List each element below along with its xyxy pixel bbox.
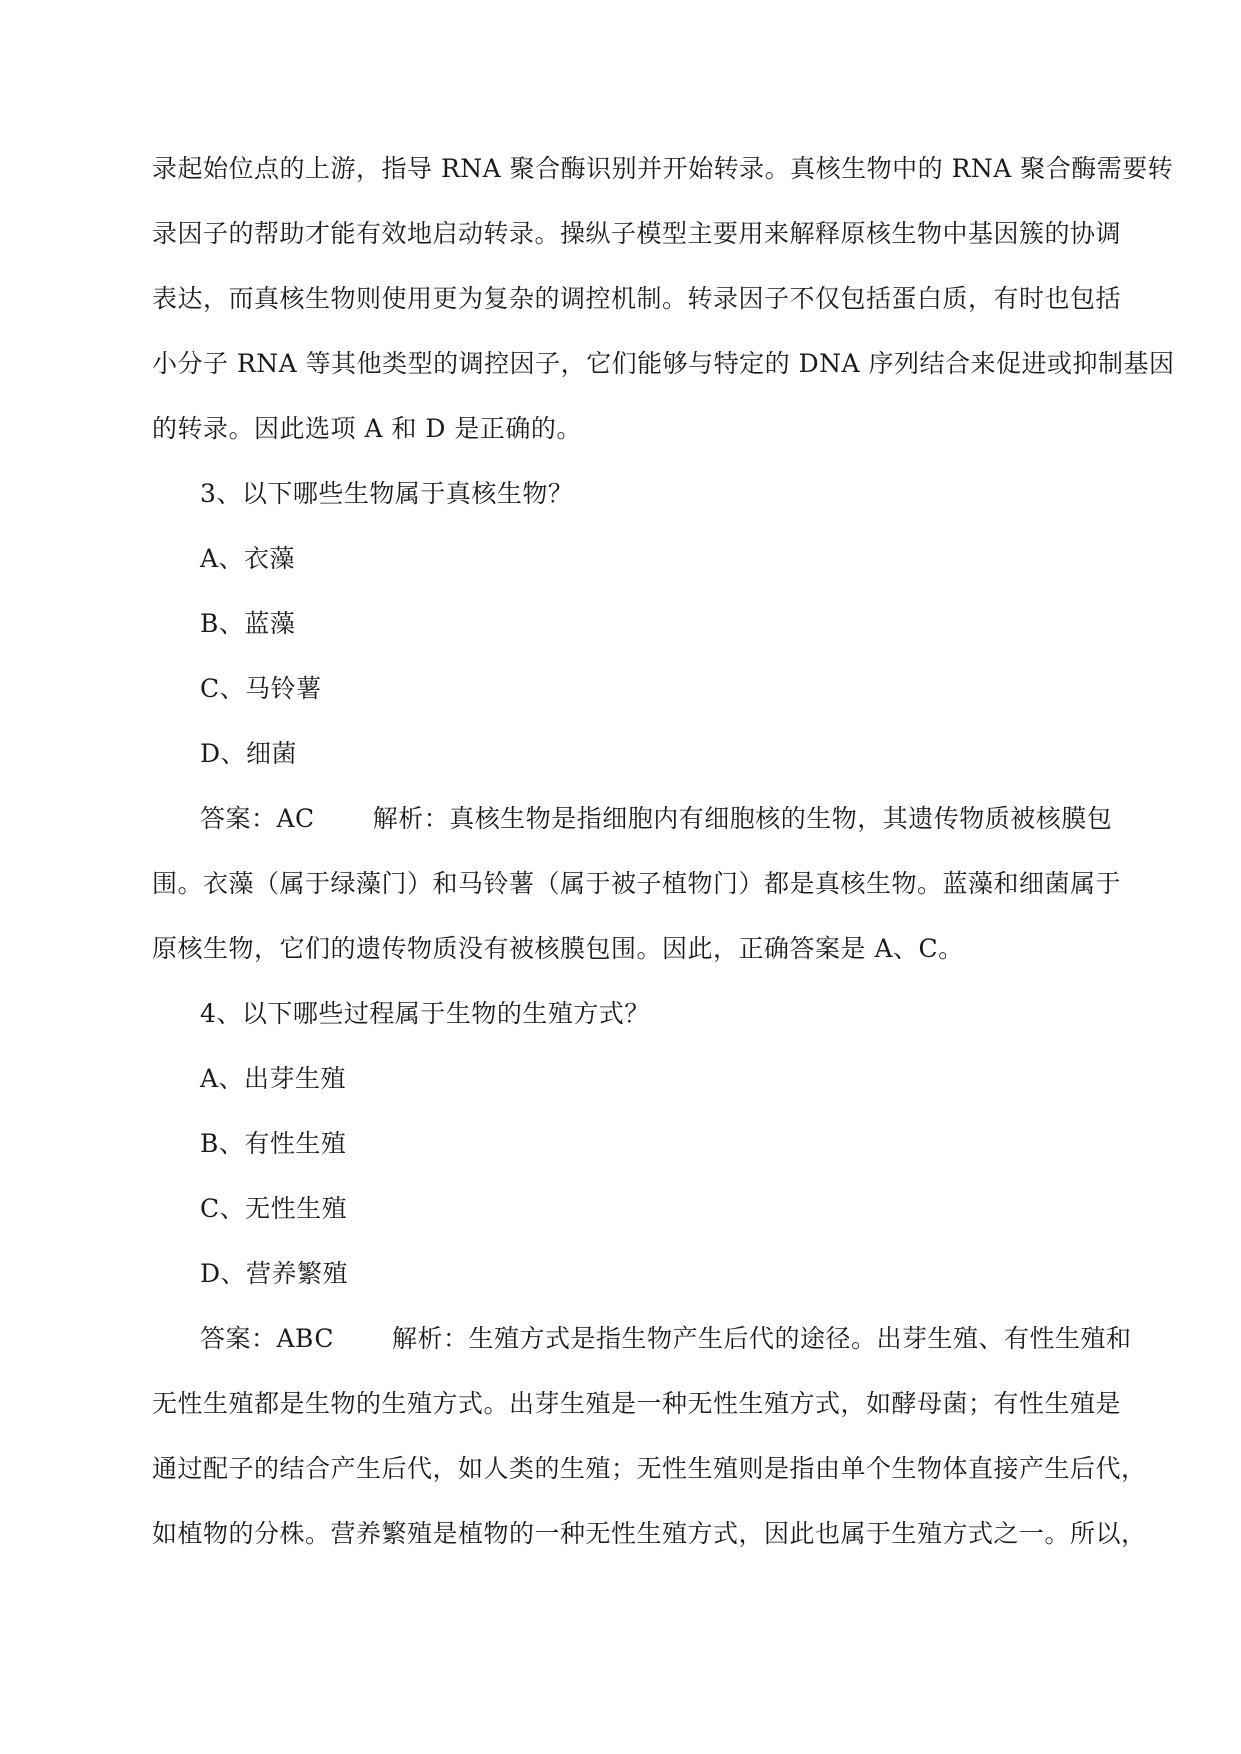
q4-analysis-line: 通过配子的结合产生后代，如人类的生殖；无性生殖则是指由单个生物体直接产生后代， xyxy=(152,1454,1147,1483)
q3-answer: 答案：AC xyxy=(200,804,315,833)
question-4: 4、以下哪些过程属于生物的生殖方式？ xyxy=(200,999,650,1028)
paragraph-line: 录因子的帮助才能有效地启动转录。操纵子模型主要用来解释原核生物中基因簇的协调 xyxy=(152,219,1122,248)
q4-option-c: C、无性生殖 xyxy=(200,1194,348,1223)
paragraph-line: 录起始位点的上游，指导 RNA 聚合酶识别并开始转录。真核生物中的 RNA 聚合酶需要转 xyxy=(152,154,1174,183)
q3-answer-line xyxy=(152,786,1113,851)
q3-option-b: B、蓝藻 xyxy=(200,609,296,638)
q4-option-b: B、有性生殖 xyxy=(200,1129,347,1158)
q3-analysis-line: 原核生物，它们的遗传物质没有被核膜包围。因此，正确答案是 A、C。 xyxy=(152,934,964,963)
q3-analysis-start: 解析：真核生物是指细胞内有细胞核的生物，其遗传物质被核膜包 xyxy=(372,804,1113,833)
paragraph-line: 小分子 RNA 等其他类型的调控因子，它们能够与特定的 DNA 序列结合来促进或抑制基因 xyxy=(152,349,1175,378)
paragraph-line: 的转录。因此选项 A 和 D 是正确的。 xyxy=(152,414,582,443)
q4-option-d: D、营养繁殖 xyxy=(200,1259,349,1288)
document-body xyxy=(152,136,1175,1566)
q4-option-a: A、出芽生殖 xyxy=(200,1064,347,1093)
q4-answer: 答案：ABC xyxy=(200,1324,335,1353)
q4-answer-line xyxy=(152,1306,1132,1371)
q3-option-c: C、马铃薯 xyxy=(200,674,322,703)
q3-option-d: D、细菌 xyxy=(200,739,298,768)
q4-analysis-line: 如植物的分株。营养繁殖是植物的一种无性生殖方式，因此也属于生殖方式之一。所以， xyxy=(152,1519,1147,1548)
q4-analysis-start: 解析：生殖方式是指生物产生后代的途径。出芽生殖、有性生殖和 xyxy=(392,1324,1132,1353)
q3-option-a: A、衣藻 xyxy=(200,544,296,573)
question-3: 3、以下哪些生物属于真核生物？ xyxy=(200,479,574,508)
paragraph-line: 表达，而真核生物则使用更为复杂的调控机制。转录因子不仅包括蛋白质，有时也包括 xyxy=(152,284,1122,313)
q3-analysis-line: 围。衣藻（属于绿藻门）和马铃薯（属于被子植物门）都是真核生物。蓝藻和细菌属于 xyxy=(152,869,1122,898)
q4-analysis-line: 无性生殖都是生物的生殖方式。出芽生殖是一种无性生殖方式，如酵母菌；有性生殖是 xyxy=(152,1389,1122,1418)
